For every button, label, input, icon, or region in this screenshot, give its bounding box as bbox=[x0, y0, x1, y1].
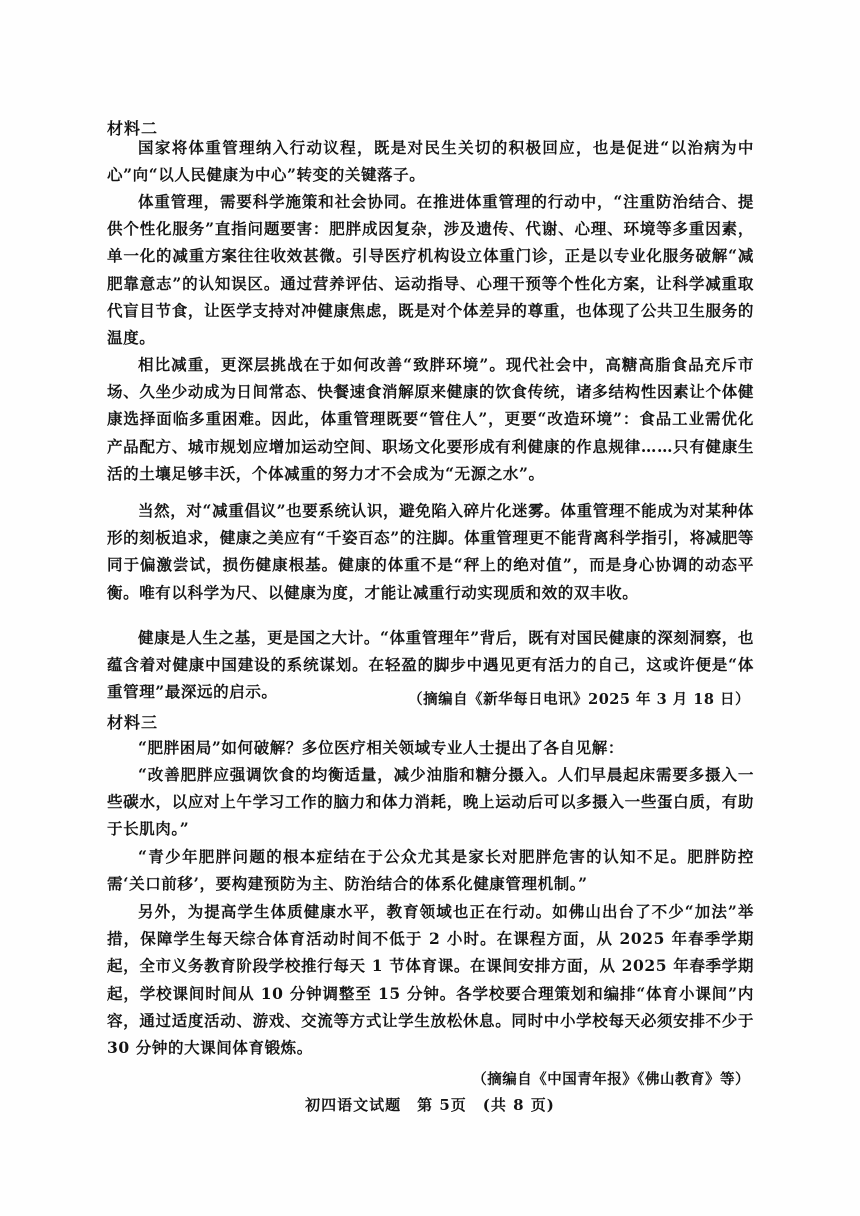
material-2-paragraph-2: 体重管理，需要科学施策和社会协同。在推进体重管理的行动中，“注重防治结合、提供个性化服务”直指问题要害：肥胖成因复杂，涉及遗传、代谢、心理、环境等多重因素，单一化的减重方案往往收效甚微。引导医疗机构设立体重门诊，正是以专业化服务破解“减肥靠意志”的认知误区。通过营养评估、运动指导、心理干预等个性化方案，让科学减重取代盲目节食，让医学支持对冲健康焦虑，既是对个体差异的尊重，也体现了公共卫生服务的温度。 bbox=[107, 192, 754, 348]
material-3-heading: 材料三 bbox=[107, 713, 159, 732]
material-3-paragraph-1: “肥胖困局”如何破解？多位医疗相关领域专业人士提出了各自见解： bbox=[138, 738, 624, 757]
material-2-paragraph-4: 当然，对“减重倡议”也要系统认识，避免陷入碎片化迷雾。体重管理不能成为对某种体形的刻板追求，健康之美应有“千姿百态”的注脚。体重管理更不能背离科学指引，将减肥等同于偏激尝试，损伤健康根基。健康的体重不是“秤上的绝对值”，而是身心协调的动态平衡。唯有以科学为尺、以健康为度，才能让减重行动实现质和效的双丰收。 bbox=[107, 501, 754, 602]
material-2-paragraph-3: 相比减重，更深层挑战在于如何改善“致胖环境”。现代社会中，高糖高脂食品充斥市场、久坐少动成为日间常态、快餐速食消解原来健康的饮食传统，诸多结构性因素让个体健康选择面临多重困难。因此，体重管理既要“管住人”，更要“改造环境”：食品工业需优化产品配方、城市规划应增加运动空间、职场文化要形成有利健康的作息规律……只有健康生活的土壤足够丰沃，个体减重的努力才不会成为“无源之水”。 bbox=[107, 355, 754, 483]
material-3-paragraph-4: 另外，为提高学生体质健康水平，教育领域也正在行动。如佛山出台了不少“加法”举措，保障学生每天综合体育活动时间不低于 2 小时。在课程方面，从 2025 年春季学期起，全市义务教育阶段学校推行每天 1 节体育课。在课间安排方面，从 2025 年春季学期起，学校课间时间从 10 分钟调整至 15 分钟。各学校要合理策划和编排“体育小课间”内容，通过适度活动、游戏、交流等方式让学生放松休息。同时中小学校每天必须安排不少于 30 分钟的大课间体育锻炼。 bbox=[107, 902, 754, 1058]
material-3-quote-1: “改善肥胖应强调饮食的均衡适量，减少油脂和糖分摄入。人们早晨起床需要多摄入一些碳水，以应对上午学习工作的脑力和体力消耗，晚上运动后可以多摄入一些蛋白质，有助于长肌肉。” bbox=[107, 765, 754, 839]
material-2-heading: 材料二 bbox=[107, 119, 159, 138]
material-3-source: （摘编自《中国青年报》《佛山教育》等） bbox=[472, 1071, 750, 1088]
material-2-paragraph-5: 健康是人生之基，更是国之大计。“体重管理年”背后，既有对国民健康的深刻洞察，也蕴含着对健康中国建设的系统谋划。在轻盈的脚步中遇见更有活力的自己，这或许便是“体重管理”最深远的启示。 bbox=[107, 628, 754, 702]
material-3-quote-2: “青少年肥胖问题的根本症结在于公众尤其是家长对肥胖危害的认知不足。肥胖防控需‘关口前移’，要构建预防为主、防治结合的体系化健康管理机制。” bbox=[107, 847, 754, 894]
material-2-paragraph-1: 国家将体重管理纳入行动议程，既是对民生关切的积极回应，也是促进“以治病为中心”向“以人民健康为中心”转变的关键落子。 bbox=[107, 138, 754, 185]
page-footer: 初四语文试题 第 5页 (共 8 页) bbox=[305, 1096, 555, 1114]
material-2-source: （摘编自《新华每日电讯》2025 年 3 月 18 日） bbox=[408, 691, 750, 708]
